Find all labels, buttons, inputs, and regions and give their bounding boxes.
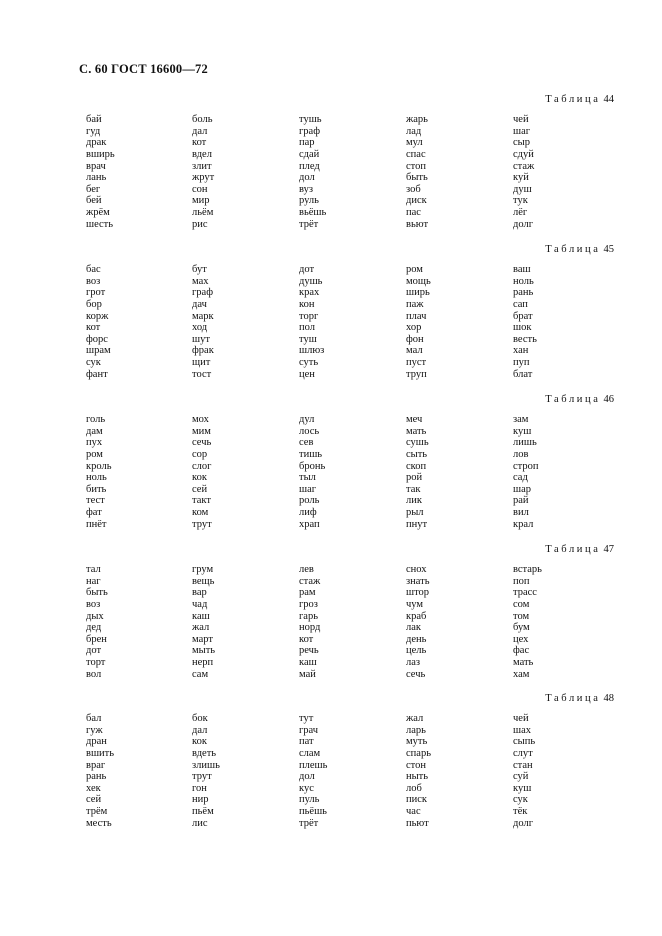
word-cell: сей bbox=[192, 483, 208, 495]
word-cell: плешь bbox=[299, 759, 328, 771]
word-cell: сыть bbox=[406, 448, 428, 460]
word-cell: ком bbox=[192, 507, 209, 519]
word-cell: шут bbox=[192, 333, 210, 345]
word-cell: ром bbox=[406, 264, 423, 275]
word-cell: рань bbox=[86, 771, 107, 783]
word-column bbox=[86, 564, 108, 680]
word-cell: кот bbox=[86, 322, 101, 334]
word-cell: слог bbox=[192, 460, 212, 472]
word-cell: фрак bbox=[192, 345, 214, 357]
word-cell: лик bbox=[406, 495, 422, 507]
word-cell: пуст bbox=[406, 357, 427, 369]
word-cell: руль bbox=[299, 195, 319, 207]
word-column bbox=[192, 564, 215, 680]
word-cell: лось bbox=[299, 425, 320, 437]
word-cell: сор bbox=[192, 448, 208, 460]
word-cell: бить bbox=[86, 483, 107, 495]
word-cell: каш bbox=[192, 610, 210, 622]
word-cell: лёг bbox=[513, 207, 528, 219]
word-cell: ход bbox=[192, 322, 208, 334]
word-cell: ларь bbox=[406, 724, 426, 736]
word-cell: гуд bbox=[86, 125, 101, 137]
word-cell: куй bbox=[513, 172, 529, 184]
word-cell: пат bbox=[299, 736, 314, 748]
word-cell: бег bbox=[86, 183, 101, 195]
word-cell: кус bbox=[299, 782, 314, 794]
word-cell: бум bbox=[513, 622, 530, 634]
word-cell: снох bbox=[406, 564, 427, 575]
word-cell: жал bbox=[406, 713, 424, 724]
word-cell: рис bbox=[192, 218, 208, 230]
word-cell: лев bbox=[299, 564, 314, 575]
word-cell: мир bbox=[192, 195, 210, 207]
word-cell: так bbox=[406, 483, 421, 495]
word-cell: дых bbox=[86, 610, 104, 622]
word-cell: бай bbox=[86, 114, 102, 125]
word-cell: шаг bbox=[299, 483, 317, 495]
word-cell: боль bbox=[192, 114, 213, 125]
word-cell: тушь bbox=[299, 114, 322, 125]
word-cell: шар bbox=[513, 483, 531, 495]
word-cell: дед bbox=[86, 622, 102, 634]
word-cell: спарь bbox=[406, 747, 431, 759]
word-cell: скоп bbox=[406, 460, 427, 472]
word-cell: туш bbox=[299, 333, 317, 345]
word-cell: пар bbox=[299, 137, 315, 149]
word-column bbox=[299, 713, 327, 829]
word-cell: тёк bbox=[513, 806, 528, 818]
word-cell: врач bbox=[86, 160, 106, 172]
word-cell: шах bbox=[513, 724, 531, 736]
word-cell: мать bbox=[406, 425, 427, 437]
word-cell: вьют bbox=[406, 218, 429, 230]
table-caption bbox=[545, 544, 614, 555]
word-cell: сом bbox=[513, 598, 530, 610]
word-column bbox=[86, 713, 114, 829]
word-cell: корж bbox=[86, 310, 109, 322]
word-cell: сечь bbox=[192, 437, 212, 449]
word-cell: бор bbox=[86, 298, 102, 310]
word-cell: трёт bbox=[299, 817, 319, 829]
word-cell: лиф bbox=[299, 507, 317, 519]
word-cell: тест bbox=[86, 495, 105, 507]
word-cell: писк bbox=[406, 794, 427, 806]
word-column bbox=[299, 264, 324, 380]
word-cell: воз bbox=[86, 275, 101, 287]
word-column bbox=[406, 414, 429, 530]
word-column bbox=[192, 713, 220, 829]
word-cell: каш bbox=[299, 657, 317, 669]
word-cell: граф bbox=[192, 287, 214, 299]
word-cell: мыть bbox=[192, 645, 216, 657]
word-cell: дам bbox=[86, 425, 103, 437]
word-cell: плед bbox=[299, 160, 320, 172]
word-cell: брен bbox=[86, 633, 107, 645]
word-cell: чум bbox=[406, 598, 424, 610]
word-cell: вшить bbox=[86, 747, 115, 759]
word-cell: чей bbox=[513, 114, 529, 125]
word-cell: рыл bbox=[406, 507, 424, 519]
word-column bbox=[86, 414, 112, 530]
word-cell: кот bbox=[299, 633, 314, 645]
word-column bbox=[406, 713, 431, 829]
word-cell: пас bbox=[406, 207, 421, 219]
word-cell: рань bbox=[513, 287, 534, 299]
word-cell: дол bbox=[299, 172, 315, 184]
word-cell: том bbox=[513, 610, 530, 622]
word-cell: трут bbox=[192, 771, 212, 783]
word-column bbox=[86, 114, 115, 230]
word-column bbox=[299, 564, 320, 680]
word-cell: тост bbox=[192, 368, 212, 380]
word-cell: мох bbox=[192, 414, 209, 425]
word-cell: гроз bbox=[299, 598, 318, 610]
word-cell: щит bbox=[192, 357, 211, 369]
word-cell: ширь bbox=[406, 287, 430, 299]
word-cell: мах bbox=[192, 275, 209, 287]
word-cell: кок bbox=[192, 472, 207, 484]
word-cell: хам bbox=[513, 668, 530, 680]
word-cell: дот bbox=[86, 645, 102, 657]
word-cell: куш bbox=[513, 782, 532, 794]
word-cell: пьют bbox=[406, 817, 429, 829]
word-cell: норд bbox=[299, 622, 321, 634]
word-cell: сон bbox=[192, 183, 208, 195]
word-cell: цен bbox=[299, 368, 315, 380]
word-cell: фон bbox=[406, 333, 424, 345]
word-cell: шлюз bbox=[299, 345, 325, 357]
word-cell: трёт bbox=[299, 218, 319, 230]
word-cell: тут bbox=[299, 713, 314, 724]
word-cell: весть bbox=[513, 333, 537, 345]
word-cell: сдай bbox=[299, 148, 320, 160]
word-cell: храп bbox=[299, 518, 320, 530]
word-cell: лов bbox=[513, 448, 529, 460]
word-cell: быть bbox=[406, 172, 428, 184]
word-column bbox=[86, 264, 111, 380]
word-cell: пол bbox=[299, 322, 315, 334]
word-cell: жрём bbox=[86, 207, 110, 219]
table-caption bbox=[545, 94, 614, 105]
word-cell: злит bbox=[192, 160, 212, 172]
word-cell: шаг bbox=[513, 125, 531, 137]
word-cell: стоп bbox=[406, 160, 426, 172]
word-cell: чад bbox=[192, 598, 208, 610]
word-cell: вар bbox=[192, 587, 207, 599]
word-cell: долг bbox=[513, 817, 534, 829]
word-cell: слам bbox=[299, 747, 321, 759]
word-cell: быть bbox=[86, 587, 108, 599]
table-caption-label: Таблица bbox=[545, 394, 601, 405]
word-cell: вуз bbox=[299, 183, 313, 195]
word-cell: сыпь bbox=[513, 736, 536, 748]
word-cell: роль bbox=[299, 495, 320, 507]
word-cell: цех bbox=[513, 633, 529, 645]
word-cell: грот bbox=[86, 287, 106, 299]
word-cell: цель bbox=[406, 645, 427, 657]
word-cell: дул bbox=[299, 414, 315, 425]
word-cell: рай bbox=[513, 495, 529, 507]
word-cell: нир bbox=[192, 794, 209, 806]
word-cell: бей bbox=[86, 195, 102, 207]
word-cell: ноль bbox=[86, 472, 107, 484]
word-cell: бронь bbox=[299, 460, 326, 472]
word-cell: голь bbox=[86, 414, 106, 425]
word-cell: суй bbox=[513, 771, 529, 783]
word-cell: встарь bbox=[513, 564, 542, 575]
word-cell: речь bbox=[299, 645, 319, 657]
word-cell: ныть bbox=[406, 771, 429, 783]
word-cell: гон bbox=[192, 782, 207, 794]
word-cell: сук bbox=[513, 794, 528, 806]
word-cell: крах bbox=[299, 287, 320, 299]
word-cell: дал bbox=[192, 125, 208, 137]
word-cell: меч bbox=[406, 414, 423, 425]
word-column bbox=[299, 114, 326, 230]
word-cell: ром bbox=[86, 448, 103, 460]
word-cell: брат bbox=[513, 310, 533, 322]
word-cell: стаж bbox=[513, 160, 535, 172]
word-cell: суть bbox=[299, 357, 319, 369]
word-cell: гуж bbox=[86, 724, 103, 736]
word-column bbox=[192, 264, 214, 380]
word-cell: муть bbox=[406, 736, 428, 748]
word-cell: дол bbox=[299, 771, 315, 783]
word-cell: вещь bbox=[192, 575, 215, 587]
word-cell: ноль bbox=[513, 275, 534, 287]
word-cell: бок bbox=[192, 713, 208, 724]
word-cell: плач bbox=[406, 310, 427, 322]
word-column bbox=[192, 114, 214, 230]
word-cell: грум bbox=[192, 564, 214, 575]
word-cell: зам bbox=[513, 414, 529, 425]
word-cell: лоб bbox=[406, 782, 422, 794]
word-cell: кок bbox=[192, 736, 207, 748]
word-cell: дач bbox=[192, 298, 207, 310]
word-column bbox=[513, 713, 535, 829]
word-cell: знать bbox=[406, 575, 430, 587]
word-cell: пнут bbox=[406, 518, 428, 530]
word-column bbox=[513, 414, 539, 530]
word-cell: лаз bbox=[406, 657, 421, 669]
word-cell: граф bbox=[299, 125, 321, 137]
word-cell: краб bbox=[406, 610, 427, 622]
table-caption-label: Таблица bbox=[545, 544, 601, 555]
word-cell: жарь bbox=[406, 114, 428, 125]
word-cell: сей bbox=[86, 794, 102, 806]
word-cell: день bbox=[406, 633, 427, 645]
word-cell: рой bbox=[406, 472, 423, 484]
table-caption bbox=[545, 394, 614, 405]
word-cell: тал bbox=[86, 564, 101, 575]
word-cell: рам bbox=[299, 587, 316, 599]
word-cell: чей bbox=[513, 713, 529, 724]
word-column bbox=[513, 114, 534, 230]
word-cell: вьёшь bbox=[299, 207, 327, 219]
word-cell: вол bbox=[86, 668, 102, 680]
word-cell: злишь bbox=[192, 759, 220, 771]
word-cell: пнёт bbox=[86, 518, 107, 530]
word-cell: гарь bbox=[299, 610, 319, 622]
word-cell: сап bbox=[513, 298, 528, 310]
word-cell: душ bbox=[513, 183, 532, 195]
word-cell: слут bbox=[513, 747, 533, 759]
word-cell: марк bbox=[192, 310, 214, 322]
word-cell: труп bbox=[406, 368, 427, 380]
word-cell: блат bbox=[513, 368, 533, 380]
word-column bbox=[406, 114, 428, 230]
word-cell: пуль bbox=[299, 794, 320, 806]
table-caption-number: 45 bbox=[603, 244, 614, 255]
word-cell: шрам bbox=[86, 345, 111, 357]
word-cell: сыр bbox=[513, 137, 530, 149]
word-cell: долг bbox=[513, 218, 534, 230]
word-cell: лад bbox=[406, 125, 422, 137]
word-cell: пьёшь bbox=[299, 806, 327, 818]
word-cell: хор bbox=[406, 322, 422, 334]
word-cell: стан bbox=[513, 759, 533, 771]
word-cell: льём bbox=[192, 207, 214, 219]
word-cell: ваш bbox=[513, 264, 531, 275]
word-cell: крал bbox=[513, 518, 534, 530]
word-cell: враг bbox=[86, 759, 106, 771]
word-cell: март bbox=[192, 633, 213, 645]
word-cell: вширь bbox=[86, 148, 115, 160]
word-cell: фас bbox=[513, 645, 530, 657]
word-cell: пуп bbox=[513, 357, 530, 369]
word-cell: фат bbox=[86, 507, 102, 519]
word-cell: трасс bbox=[513, 587, 537, 599]
word-cell: мать bbox=[513, 657, 534, 669]
word-cell: сушь bbox=[406, 437, 429, 449]
word-cell: хек bbox=[86, 782, 101, 794]
word-cell: май bbox=[299, 668, 316, 680]
word-cell: стаж bbox=[299, 575, 321, 587]
word-cell: сдуй bbox=[513, 148, 534, 160]
word-cell: вил bbox=[513, 507, 529, 519]
word-cell: бут bbox=[192, 264, 207, 275]
word-cell: куш bbox=[513, 425, 532, 437]
word-cell: сад bbox=[513, 472, 528, 484]
word-cell: бас bbox=[86, 264, 101, 275]
word-cell: поп bbox=[513, 575, 530, 587]
word-cell: такт bbox=[192, 495, 211, 507]
table-caption bbox=[545, 244, 614, 255]
word-cell: нерп bbox=[192, 657, 214, 669]
word-cell: тыл bbox=[299, 472, 316, 484]
word-cell: тук bbox=[513, 195, 528, 207]
word-column bbox=[299, 414, 325, 530]
word-cell: спас bbox=[406, 148, 426, 160]
word-cell: кроль bbox=[86, 460, 112, 472]
word-cell: кон bbox=[299, 298, 315, 310]
word-cell: дран bbox=[86, 736, 107, 748]
word-cell: хан bbox=[513, 345, 529, 357]
word-column bbox=[406, 264, 431, 380]
word-cell: лис bbox=[192, 817, 208, 829]
word-column bbox=[513, 564, 542, 680]
word-cell: сам bbox=[192, 668, 209, 680]
word-cell: форс bbox=[86, 333, 108, 345]
table-caption-label: Таблица bbox=[545, 244, 601, 255]
word-cell: диск bbox=[406, 195, 427, 207]
table-caption-number: 44 bbox=[603, 94, 614, 105]
word-cell: шесть bbox=[86, 218, 114, 230]
word-cell: сечь bbox=[406, 668, 426, 680]
word-column bbox=[406, 564, 430, 680]
word-cell: шок bbox=[513, 322, 532, 334]
word-cell: дот bbox=[299, 264, 315, 275]
word-cell: жрут bbox=[192, 172, 215, 184]
word-cell: грач bbox=[299, 724, 319, 736]
word-cell: лань bbox=[86, 172, 107, 184]
word-cell: вдел bbox=[192, 148, 212, 160]
table-caption-label: Таблица bbox=[545, 94, 601, 105]
word-cell: душь bbox=[299, 275, 323, 287]
word-cell: сук bbox=[86, 357, 101, 369]
word-cell: лак bbox=[406, 622, 422, 634]
word-cell: стон bbox=[406, 759, 426, 771]
word-column bbox=[513, 264, 537, 380]
word-cell: месть bbox=[86, 817, 112, 829]
table-caption bbox=[545, 693, 614, 704]
word-cell: трём bbox=[86, 806, 108, 818]
word-cell: наг bbox=[86, 575, 101, 587]
word-cell: паж bbox=[406, 298, 424, 310]
word-cell: вдеть bbox=[192, 747, 217, 759]
word-cell: драк bbox=[86, 137, 107, 149]
word-cell: лишь bbox=[513, 437, 537, 449]
word-cell: кот bbox=[192, 137, 207, 149]
word-cell: пьём bbox=[192, 806, 214, 818]
word-cell: торг bbox=[299, 310, 319, 322]
word-cell: пух bbox=[86, 437, 103, 449]
word-cell: дал bbox=[192, 724, 208, 736]
word-cell: сев bbox=[299, 437, 314, 449]
word-cell: мул bbox=[406, 137, 423, 149]
word-cell: зоб bbox=[406, 183, 421, 195]
word-cell: жал bbox=[192, 622, 210, 634]
table-caption-label: Таблица bbox=[545, 693, 601, 704]
word-cell: мощь bbox=[406, 275, 431, 287]
word-cell: воз bbox=[86, 598, 101, 610]
word-cell: час bbox=[406, 806, 421, 818]
word-cell: трут bbox=[192, 518, 212, 530]
word-cell: мал bbox=[406, 345, 423, 357]
table-caption-number: 48 bbox=[603, 693, 614, 704]
page-header: С. 60 ГОСТ 16600—72 bbox=[79, 62, 208, 76]
word-cell: мим bbox=[192, 425, 211, 437]
table-caption-number: 47 bbox=[603, 544, 614, 555]
table-caption-number: 46 bbox=[603, 394, 614, 405]
word-cell: строп bbox=[513, 460, 539, 472]
word-cell: тишь bbox=[299, 448, 323, 460]
word-cell: торт bbox=[86, 657, 106, 669]
word-cell: штор bbox=[406, 587, 430, 599]
word-column bbox=[192, 414, 212, 530]
word-cell: фант bbox=[86, 368, 108, 380]
word-cell: бал bbox=[86, 713, 102, 724]
